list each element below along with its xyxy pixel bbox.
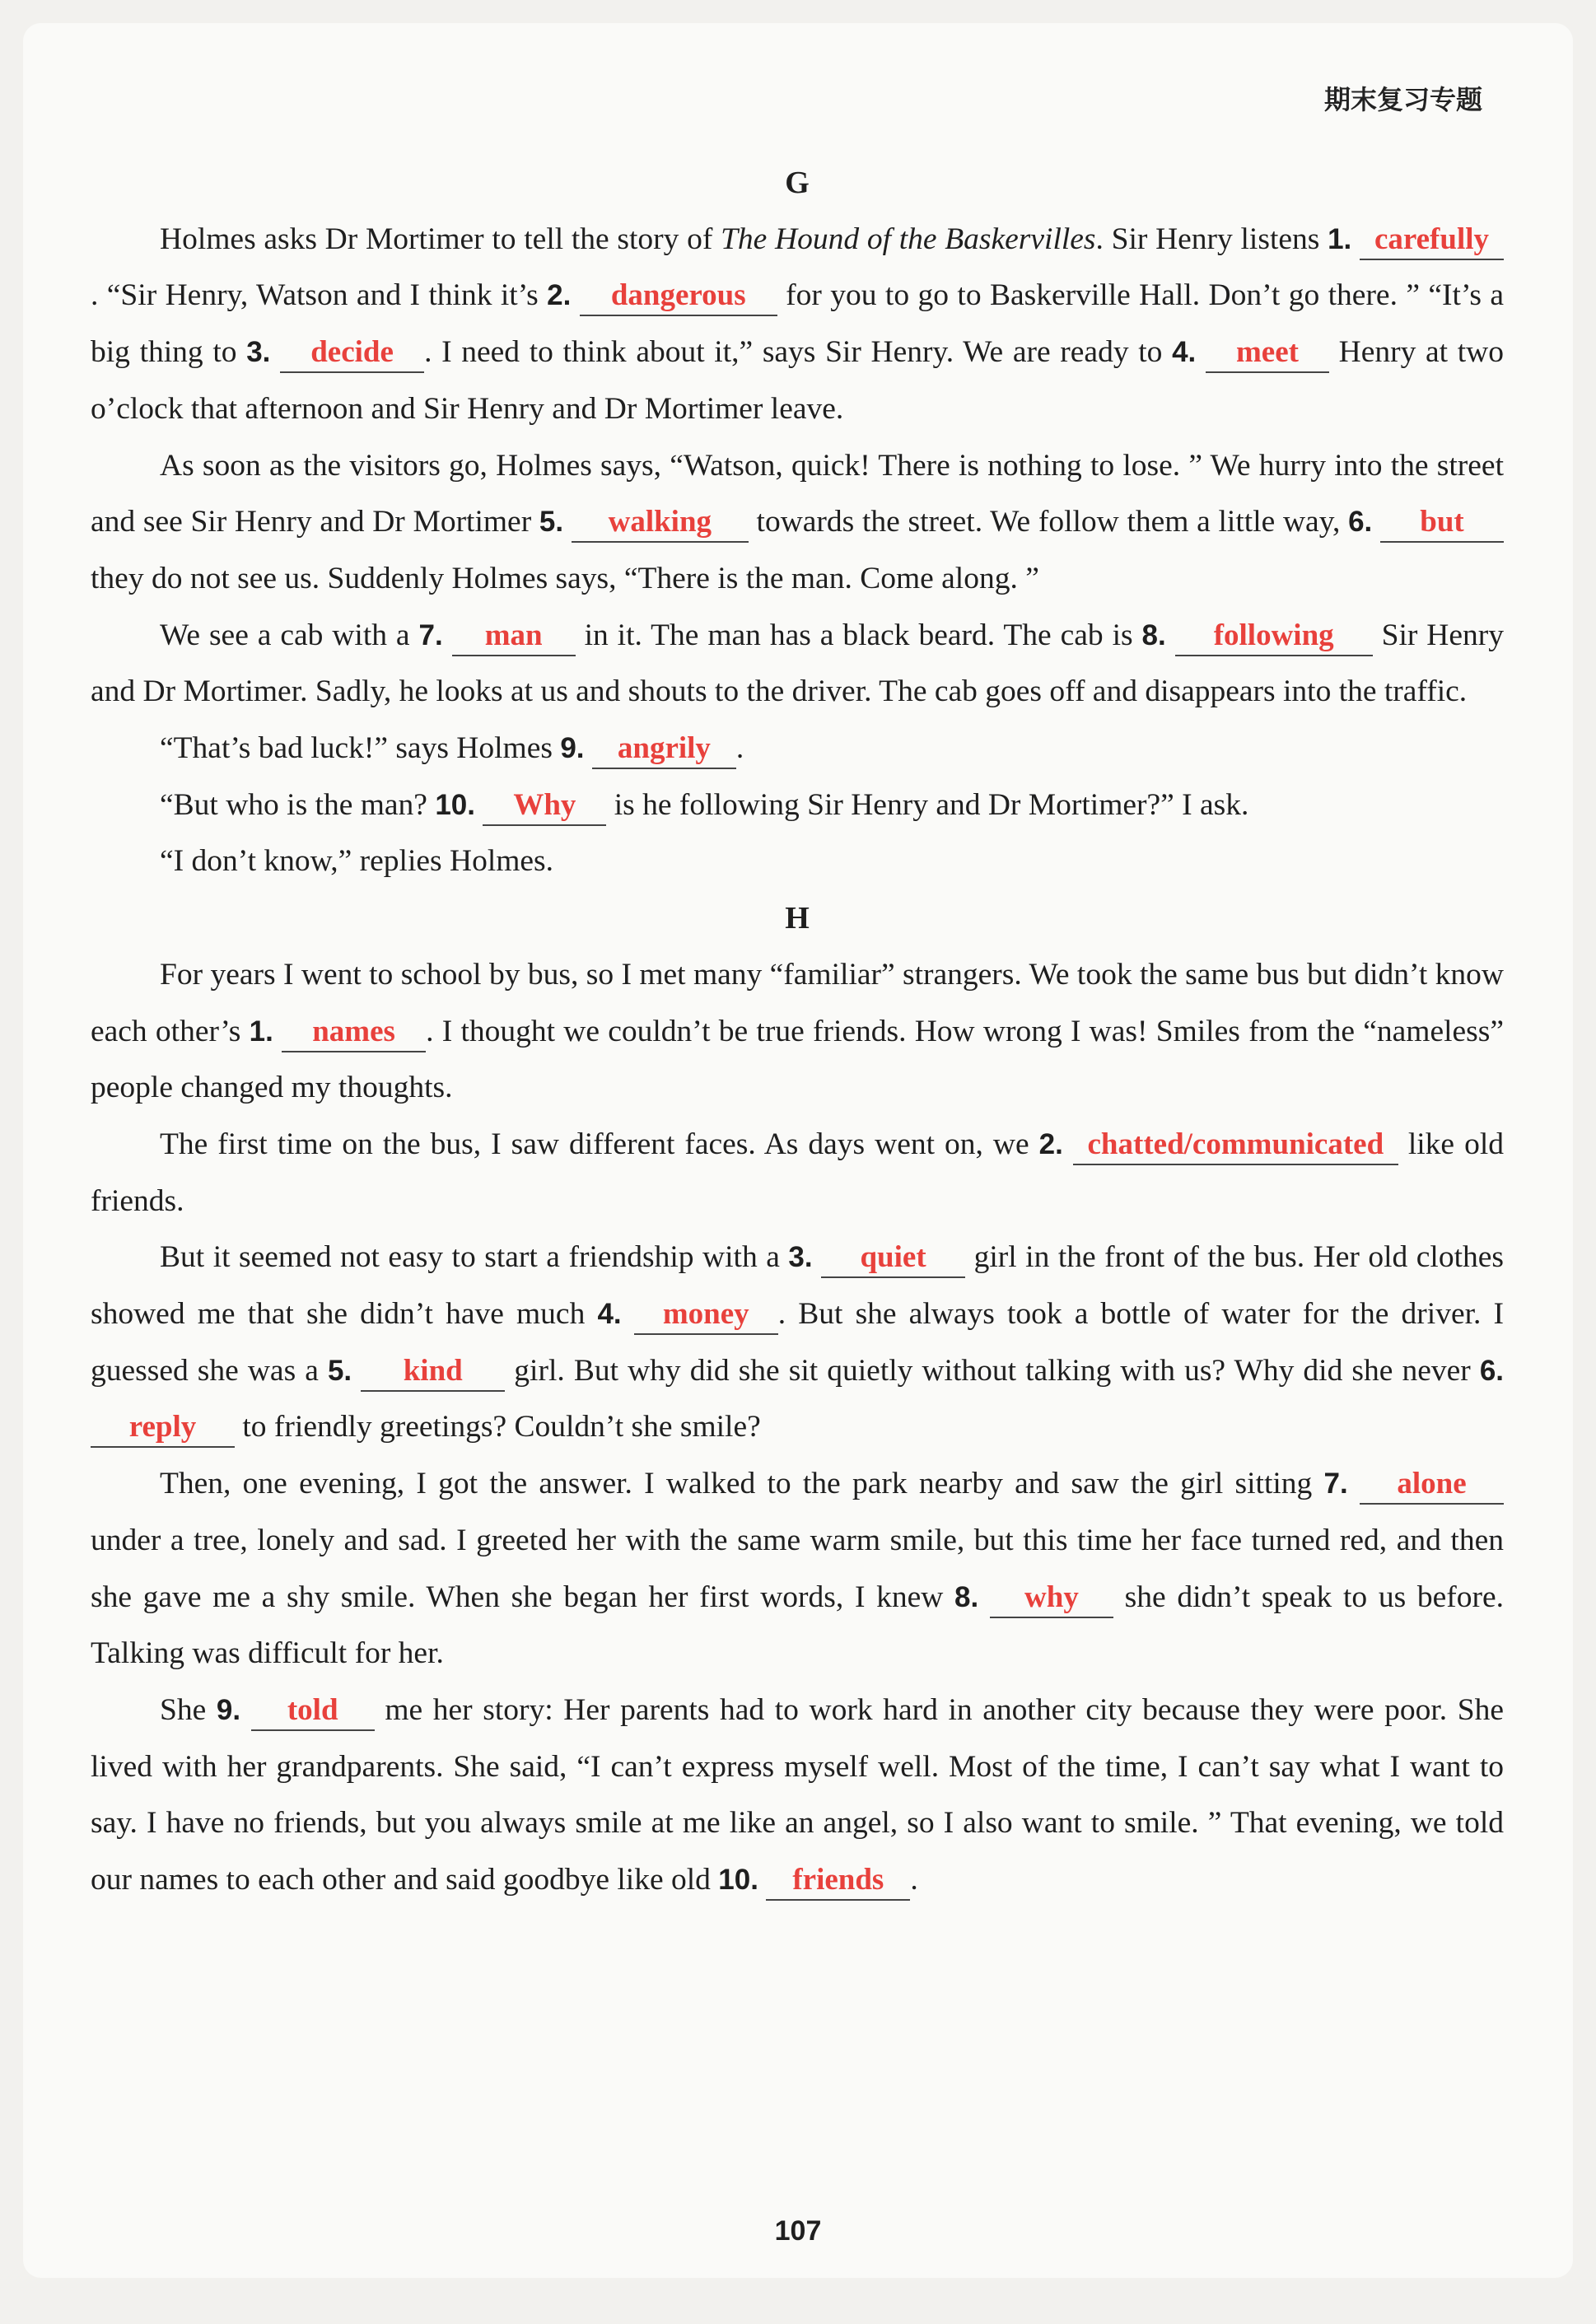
text: towards the street. We follow them a little way, [748,505,1349,539]
text: . I need to think about it,” says Sir Henry. We are ready to [424,335,1173,370]
question-number: 1. [1328,222,1352,255]
g-paragraph-1 [91,212,1504,438]
answer-text: but [1420,505,1464,539]
answer-blank[interactable] [282,1013,426,1052]
answer-text: dangerous [610,278,746,313]
question-number: 10. [435,788,475,821]
content [91,155,1504,1909]
answer-blank[interactable] [821,1239,965,1278]
answer-text: kind [403,1353,463,1388]
g-paragraph-5 [91,777,1504,834]
answer-text: why [1024,1580,1079,1614]
text: . Sir Henry listens [1095,222,1328,256]
text: in it. The man has a black beard. The cab is [575,618,1142,652]
text: We see a cab with a [160,618,419,652]
text: for you to go to Baskerville Hall. Don’t go there. ” “It’s a big thing to [91,278,1505,370]
question-number: 9. [560,732,585,765]
answer-blank[interactable] [91,1408,235,1448]
answer-blank[interactable] [1175,617,1373,656]
answer-text: names [312,1014,395,1048]
h-paragraph-2 [91,1117,1504,1230]
answer-text: Why [513,787,576,822]
text: “But who is the man? [160,787,436,822]
question-number: 5. [327,1354,352,1387]
header-title: 期末复习专题 [1323,84,1482,115]
text: girl in the front of the bus. Her old clothes showed me that she didn’t have much [91,1240,1504,1332]
answer-text: man [484,618,543,652]
question-number: 8. [954,1580,979,1613]
h-paragraph-3 [91,1230,1504,1456]
answer-blank[interactable] [572,503,749,543]
answer-text: chatted/communicated [1087,1127,1384,1161]
g-paragraph-2 [91,438,1504,608]
text: But it seemed not easy to start a friendship with a [160,1240,789,1275]
g-paragraph-6 [91,833,1504,890]
answer-blank[interactable] [990,1579,1113,1618]
answer-text: money [662,1297,749,1332]
answer-blank[interactable] [1380,503,1504,543]
h-paragraph-4 [91,1456,1504,1682]
answer-text: carefully [1374,222,1490,256]
text: . But she always took a bottle of water for the driver. I guessed she was a [91,1297,1504,1388]
text: under a tree, lonely and sad. I greeted her with the same warm smile, but this time her face turned red, and then she gave me a shy smile. When she began her first words, I knew [91,1523,1504,1614]
question-number: 6. [1348,506,1373,539]
question-number: 10. [718,1864,758,1897]
text: . [735,731,744,766]
g-paragraph-4 [91,721,1504,777]
question-number: 9. [216,1693,241,1726]
question-number: 7. [1323,1468,1348,1500]
question-number: 4. [597,1298,622,1331]
text: . [910,1863,918,1897]
answer-blank[interactable] [580,277,777,316]
answer-blank[interactable] [452,617,576,656]
text: Holmes asks Dr Mortimer to tell the story of [160,222,721,256]
question-number: 3. [246,336,271,369]
section-h-title: H [785,901,810,936]
text: “I don’t know,” replies Holmes. [160,844,554,879]
section-g-title: G [785,166,810,200]
question-number: 1. [249,1015,273,1048]
h-paragraph-5 [91,1682,1504,1909]
text: is he following Sir Henry and Dr Mortimer?” I ask. [606,787,1249,822]
text: . I thought we couldn’t be true friends. How wrong I was! Smiles from the “nameless” people changed my thoughts. [91,1014,1505,1105]
answer-text: angrily [617,731,711,766]
question-number: 3. [788,1241,813,1274]
answer-blank[interactable] [1360,221,1504,260]
question-number: 7. [418,618,443,651]
answer-blank[interactable] [766,1861,910,1901]
question-number: 6. [1479,1354,1505,1387]
text: like old friends. [91,1127,1504,1218]
answer-blank[interactable] [1073,1126,1398,1165]
text: she didn’t speak to us before. Talking was difficult for her. [91,1580,1505,1671]
text: The first time on the bus, I saw different faces. As days went on, we [160,1127,1039,1161]
text: She [160,1692,217,1727]
answer-text: told [287,1692,338,1727]
answer-text: decide [310,335,394,370]
text: “That’s bad luck!” says Holmes [160,731,561,766]
answer-blank[interactable] [1206,334,1329,373]
g-paragraph-3 [91,608,1504,721]
text: As soon as the visitors go, Holmes says, “Watson, quick! There is nothing to lose. ” We hurry into the street and see Sir Henry and Dr Mortimer [91,448,1504,539]
answer-text: quiet [860,1240,926,1275]
text: me her story: Her parents had to work hard in another city because they were poor. She lived with her grandparents. She said, “I can’t express myself well. Most of the time, I can’t say what I want to say. I have no friends, but you always smile at me like an angel, so I also want to smile. ” That evening, we told our names to each other and said goodbye like old [91,1692,1505,1897]
text: Henry at two o’clock that afternoon and Sir Henry and Dr Mortimer leave. [91,335,1505,426]
answer-text: meet [1235,335,1299,370]
question-number: 5. [539,506,564,539]
answer-blank[interactable] [280,334,424,373]
answer-text: friends [792,1863,884,1897]
answer-blank[interactable] [592,730,736,769]
question-number: 2. [1038,1127,1063,1160]
text: For years I went to school by bus, so I met many “familiar” strangers. We took the same bus but didn’t know each other’s [91,957,1504,1048]
text: girl. But why did she sit quietly without talking with us? Why did she never [505,1353,1480,1388]
answer-blank[interactable] [483,786,606,826]
worksheet-page [23,23,1573,2278]
answer-text: reply [128,1410,197,1444]
text: Sir Henry and Dr Mortimer. Sadly, he looks at us and shouts to the driver. The cab goes off and disappears into the traffic. [91,618,1505,709]
answer-blank[interactable] [251,1692,375,1731]
text: they do not see us. Suddenly Holmes says, “There is the man. Come along. ” [91,561,1039,595]
question-number: 2. [547,279,572,312]
answer-blank[interactable] [1360,1465,1504,1505]
h-paragraph-1 [91,947,1504,1117]
question-number: 4. [1172,336,1197,369]
text: . “Sir Henry, Watson and I think it’s [91,278,548,313]
answer-blank[interactable] [361,1352,505,1392]
text: Then, one evening, I got the answer. I walked to the park nearby and saw the girl sitting [160,1467,1324,1501]
answer-text: following [1213,618,1334,652]
answer-text: alone [1397,1467,1467,1501]
question-number: 8. [1141,618,1166,651]
book-title: The Hound of the Baskervilles [721,222,1096,256]
page-number: 107 [774,2215,822,2247]
answer-text: walking [608,505,712,539]
text: to friendly greetings? Couldn’t she smile? [235,1410,761,1444]
answer-blank[interactable] [634,1295,778,1335]
